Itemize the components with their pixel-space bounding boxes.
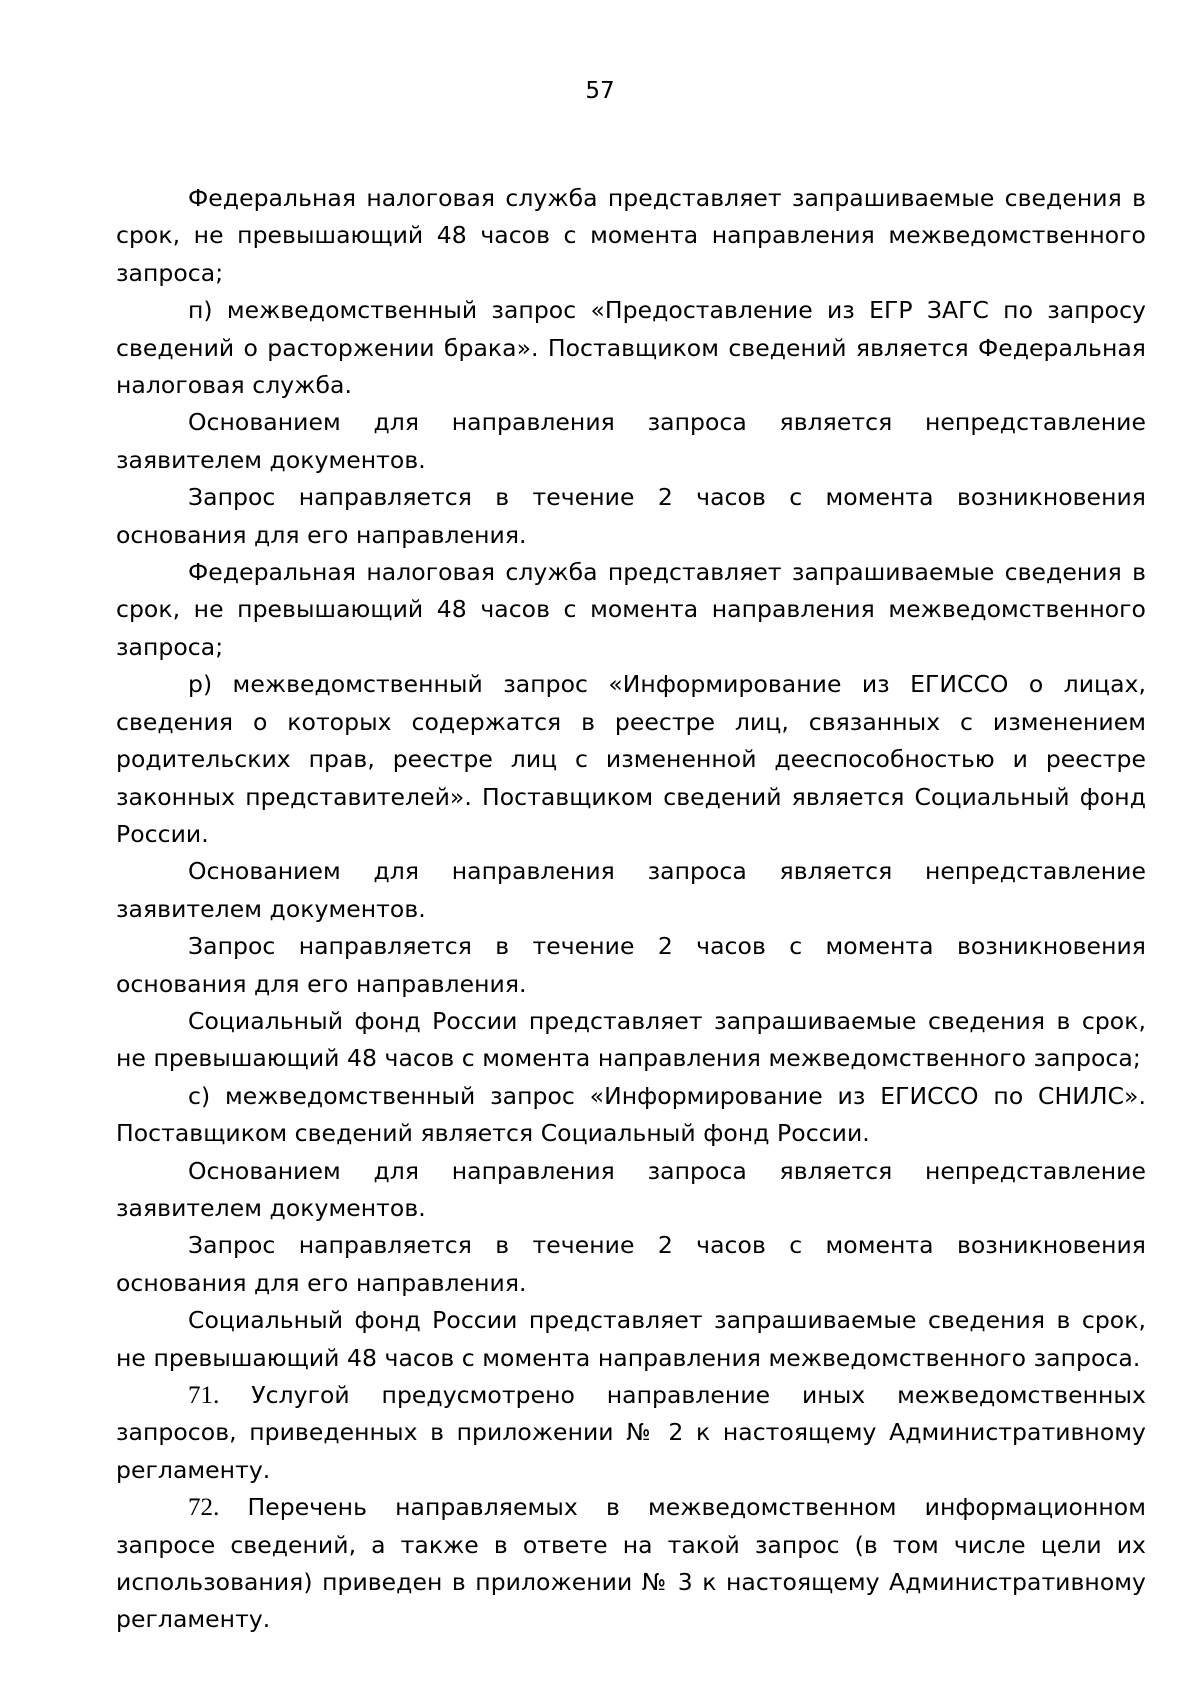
numbered-item-71: [116, 1377, 1146, 1489]
paragraph: Запрос направляется в течение 2 часов с момента возникновения основания для его направления.: [116, 483, 1146, 549]
paragraph: Основанием для направления запроса является непредставление заявителем документов.: [116, 408, 1146, 474]
paragraph: Запрос направляется в течение 2 часов с момента возникновения основания для его направления.: [116, 932, 1146, 998]
document-body: [116, 180, 1146, 1639]
paragraph: Федеральная налоговая служба представляет запрашиваемые сведения в срок, не превышающий 48 часов с момента направления межведомственного запроса;: [116, 184, 1146, 287]
item-text: Услугой предусмотрено направление иных межведомственных запросов, приведенных в приложении № 2 к настоящему Административному регламенту.: [116, 1381, 1146, 1484]
paragraph: Социальный фонд России представляет запрашиваемые сведения в срок, не превышающий 48 часов с момента направления межведомственного запроса.: [116, 1306, 1146, 1372]
paragraph: п) межведомственный запрос «Предоставление из ЕГР ЗАГС по запросу сведений о расторжении брака». Поставщиком сведений является Федеральная налоговая служба.: [116, 296, 1146, 400]
paragraph: Федеральная налоговая служба представляет запрашиваемые сведения в срок, не превышающий 48 часов с момента направления межведомственного запроса;: [116, 558, 1146, 661]
numbered-item-72: [116, 1489, 1146, 1639]
paragraph: с) межведомственный запрос «Информирование из ЕГИССО по СНИЛС». Поставщиком сведений является Социальный фонд России.: [116, 1081, 1146, 1148]
paragraph: р) межведомственный запрос «Информирование из ЕГИССО о лицах, сведения о которых содержатся в реестре лиц, связанных с изменением родительских прав, реестре лиц с измененной дееспособностью и реестре законных представителей». Поставщиком сведений является Социальный фонд России.: [116, 670, 1146, 848]
paragraph: Социальный фонд России представляет запрашиваемые сведения в срок, не превышающий 48 часов с момента направления межведомственного запроса;: [116, 1006, 1146, 1073]
paragraph: Запрос направляется в течение 2 часов с момента возникновения основания для его направления.: [116, 1231, 1146, 1297]
item-text: Перечень направляемых в межведомственном информационном запросе сведений, а также в ответе на такой запрос (в том числе цели их использования) приведен в приложении № 3 к настоящему Административному регламенту.: [116, 1493, 1146, 1634]
paragraph: Основанием для направления запроса является непредставление заявителем документов.: [116, 857, 1146, 923]
page-number: 57: [585, 78, 615, 104]
paragraph: Основанием для направления запроса является непредставление заявителем документов.: [116, 1156, 1146, 1222]
item-number: 72.: [188, 1494, 220, 1522]
item-number: 71.: [188, 1382, 220, 1409]
